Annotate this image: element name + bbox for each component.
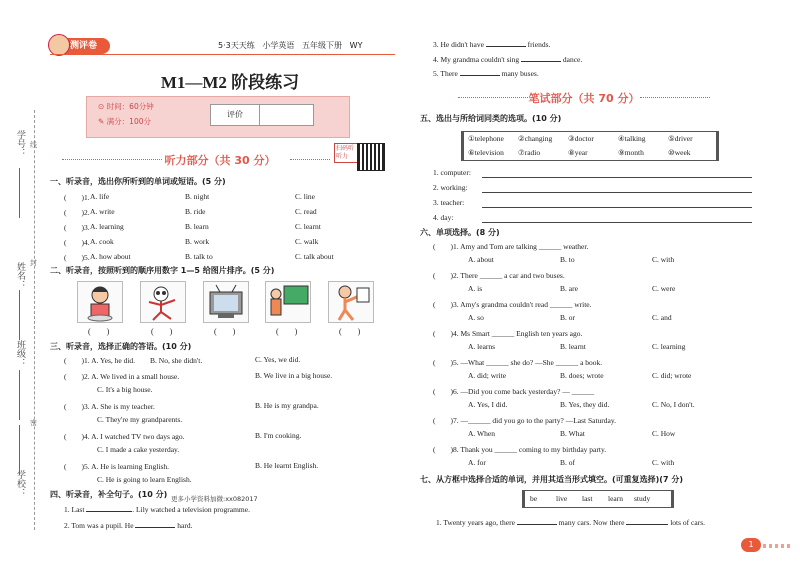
s5-question: 1. computer: [433,168,471,177]
word-option: ④talking [618,134,646,143]
picture-television [203,281,249,323]
s3-q5-b: B. He learnt English. [255,461,319,470]
answer-line[interactable] [482,222,752,223]
answer-blank[interactable] [486,38,526,47]
word-option: ⑨month [618,148,644,157]
s1-num[interactable]: ( )5. [64,253,90,262]
s6-question: ( )6. —Did you come back yesterday? — ______ [433,387,595,396]
student-id-field [19,168,20,218]
class-field [19,370,20,420]
qr-code-icon[interactable] [357,143,385,171]
s4-q2: 2. Tom was a pupil. He hard. [64,521,193,530]
s5-question: 3. teacher: [433,198,465,207]
s6-option-c: C. and [652,313,672,322]
word-option: learn [608,494,623,503]
s1-option-b: B. learn [185,222,209,231]
page-title: M1—M2 阶段练习 [160,73,300,92]
s1-option-a: A. learning [90,222,124,231]
answer-blank[interactable] [86,503,132,512]
picture-cartoon-dancing [140,281,186,323]
header-rule [50,54,395,55]
word-option: ⑩week [668,148,691,157]
s3-q2-c: C. It's a big house. [97,385,153,394]
class-label: 班级： [15,340,25,367]
section-2-title: 二、听录音，按照听到的顺序用数字 1—5 给图片排序。(5 分) [50,266,275,275]
s1-option-c: C. talk about [295,252,334,261]
cut-mark-line: 线 [30,141,37,149]
word-option: live [556,494,568,503]
section-5-title: 五、选出与所给词同类的选项。(10 分) [420,114,562,123]
s6-option-a: A. so [468,313,484,322]
s1-option-b: B. ride [185,207,206,216]
s4-q1: 1. Last . Lily watched a television programme. [64,505,250,514]
s3-q5: ( )5. A. He is learning English. [64,462,169,471]
word-option: last [582,494,593,503]
picture-boy-writing [328,281,374,323]
time-info: ⊙ 时间：60分钟 [98,102,154,111]
s1-option-a: A. how about [90,252,131,261]
s6-option-a: A. When [468,429,495,438]
s6-question: ( )3. Amy's grandma couldn't read ______ write. [433,300,592,309]
order-answer-2[interactable]: ( ) [151,327,173,336]
s7-q1: 1. Twenty years ago, there many cars. Now there lots of cars. [436,518,706,527]
evaluation-box[interactable] [210,104,314,126]
answer-line[interactable] [482,177,752,178]
s4-q5: 5. There many buses. [433,69,539,78]
cut-mark-mi: 密 [30,419,37,427]
cut-mark-seal: 封 [30,259,37,267]
order-answer-1[interactable]: ( ) [88,327,110,336]
divider [640,97,710,98]
s6-option-b: B. or [560,313,575,322]
s1-option-b: B. talk to [185,252,213,261]
s5-question: 2. working: [433,183,468,192]
s6-question: ( )8. Thank you ______ coming to my birthday party. [433,445,607,454]
qr-label: 扫码听听力 [334,143,358,163]
section-3-title: 三、听录音，选择正确的答语。(10 分) [50,342,192,351]
s6-option-c: C. did; wrote [652,371,692,380]
s1-option-c: C. line [295,192,315,201]
word-option: be [530,494,538,503]
s1-option-a: A. life [90,192,110,201]
s6-option-c: C. How [652,429,676,438]
answer-blank[interactable] [460,67,500,76]
word-option: ②changing [518,134,553,143]
answer-blank[interactable] [135,519,175,528]
s6-option-a: A. about [468,255,494,264]
name-label: 姓名： [15,262,25,289]
s3-q1: ( )1. A. Yes, he did. B. No, she didn't. [64,356,203,365]
order-answer-3[interactable]: ( ) [214,327,236,336]
word-option: ⑥television [468,148,504,157]
s6-question: ( )1. Amy and Tom are talking ______ weather. [433,242,589,251]
decor-stripe [763,544,793,548]
s6-option-c: C. with [652,255,675,264]
header-info: 5·3天天练 小学英语 五年级下册 WY [218,41,363,50]
name-field [19,290,20,340]
s6-option-c: C. with [652,458,675,467]
s6-option-a: A. did; write [468,371,507,380]
picture-teacher-board [265,281,311,323]
s3-q3-c: C. They're my grandparents. [97,415,183,424]
s3-q1-c: C. Yes, we did. [255,355,301,364]
answer-line[interactable] [482,207,752,208]
s6-option-a: A. is [468,284,483,293]
s6-option-b: B. What [560,429,585,438]
s4-q4: 4. My grandma couldn't sing dance. [433,55,583,64]
s3-q3: ( )3. A. She is my teacher. [64,402,155,411]
school-field [19,425,20,475]
section-7-title: 七、从方框中选择合适的单词，并用其适当形式填空。(可重复选择)(7 分) [420,475,683,484]
student-id-label: 学号： [15,130,25,157]
s6-option-b: B. does; wrote [560,371,604,380]
s3-q4: ( )4. A. I watched TV two days ago. [64,432,185,441]
s6-option-a: A. Yes, I did. [468,400,508,409]
s6-option-c: C. No, I don't. [652,400,695,409]
s5-question: 4. day: [433,213,454,222]
s6-option-c: C. were [652,284,676,293]
s6-question: ( )4. Ms Smart ______ English ten years ago. [433,329,583,338]
section-1-title: 一、听录音，选出你所听到的单词或短语。(5 分) [50,177,226,186]
s6-option-a: A. for [468,458,486,467]
word-option: study [634,494,651,503]
s3-q5-c: C. He is going to learn English. [97,475,192,484]
s1-option-c: C. walk [295,237,319,246]
s1-option-a: A. write [90,207,115,216]
score-info: ✎ 满分：100分 [98,117,151,126]
s1-option-b: B. night [185,192,210,201]
evaluation-label: 评价 [211,105,260,125]
page-number: 1 [741,538,761,552]
s1-num[interactable]: ( )4. [64,238,90,247]
s3-q2: ( )2. A. We lived in a small house. [64,372,180,381]
s6-question: ( )5. —What ______ she do? —She ______ a book. [433,358,603,367]
answer-blank[interactable] [517,516,557,525]
s1-option-b: B. work [185,237,210,246]
s6-option-b: B. to [560,255,575,264]
s3-q4-b: B. I'm cooking. [255,431,302,440]
s1-option-c: C. read [295,207,317,216]
answer-blank[interactable] [626,516,668,525]
s1-option-c: C. learnt [295,222,321,231]
writing-heading: 笔试部分（共 70 分） [528,92,640,105]
s6-option-b: B. are [560,284,578,293]
word-box-7 [522,490,674,508]
section-4-title: 四、听录音，补全句子。(10 分) [50,490,168,499]
answer-line[interactable] [482,192,752,193]
school-label: 学校： [15,470,25,497]
divider [62,159,162,160]
s6-option-b: B. of [560,458,575,467]
s3-q4-c: C. I made a cake yesterday. [97,445,180,454]
s3-q3-b: B. He is my grandpa. [255,401,319,410]
s6-option-c: C. learning [652,342,686,351]
divider [290,159,330,160]
s1-num[interactable]: ( )1. [64,193,90,202]
order-answer-4[interactable]: ( ) [276,327,298,336]
s4-q3: 3. He didn't have friends. [433,40,551,49]
s1-num[interactable]: ( )3. [64,223,90,232]
s1-option-a: A. cook [90,237,114,246]
s6-question: ( )7. —______ did you go to the party? —Last Saturday. [433,416,617,425]
section-6-title: 六、单项选择。(8 分) [420,228,500,237]
listening-heading: 听力部分（共 30 分） [164,154,276,167]
mascot-icon [48,34,70,56]
binding-line [34,110,35,530]
s3-q2-b: B. We live in a big house. [255,371,333,380]
word-option: ⑤driver [668,134,693,143]
s6-question: ( )2. There ______ a car and two buses. [433,271,565,280]
picture-girl-eating [77,281,123,323]
word-option: ⑦radio [518,148,541,157]
answer-blank[interactable] [521,53,561,62]
word-option: ⑧year [568,148,588,157]
word-option: ①telephone [468,134,504,143]
s1-num[interactable]: ( )2. [64,208,90,217]
s6-option-a: A. learns [468,342,496,351]
watermark-text: 更多小学资料加微:xx082017 [171,495,258,503]
s6-option-b: B. Yes, they did. [560,400,610,409]
order-answer-5[interactable]: ( ) [339,327,361,336]
divider [458,97,528,98]
s6-option-b: B. learnt [560,342,586,351]
test-badge: 测评卷 [52,38,110,54]
word-option: ③doctor [568,134,594,143]
